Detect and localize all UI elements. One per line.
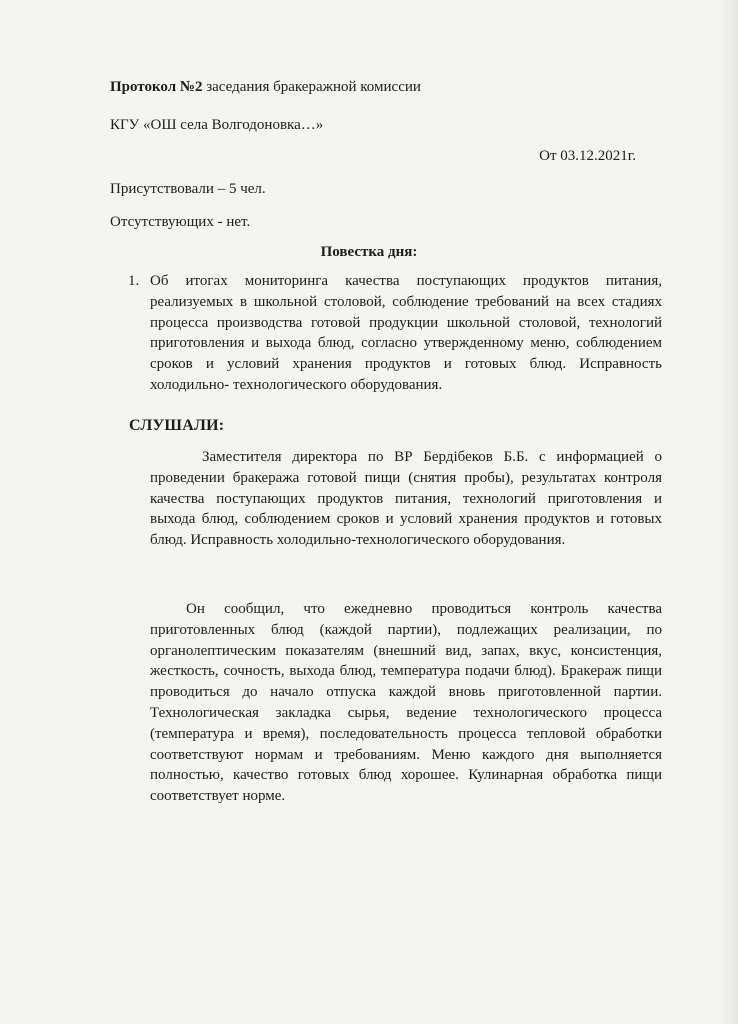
paper-edge <box>720 0 738 1024</box>
heard-paragraph-2: Он сообщил, что ежедневно проводиться контроль качества приготовленных блюд (каждой партии), подлежащих реализации, по органолептическим показателям (внешний вид, запах, вкус, консистенция, жесткость, сочность, выхода блюд, температура подачи блюд). Бракераж пищи проводиться до начало отпуска каждой вновь приготовленной партии. Технологическая закладка сырья, ведение технологического процесса (температура и время), последовательность процесса тепловой обработки соответствуют нормам и требованиям. Меню каждого дня выполняется полностью, качество готовых блюд хорошее. Кулинарная обработка пищи соответствует норме. <box>150 601 662 805</box>
present-count: Присутствовали – 5 чел. <box>110 181 266 197</box>
protocol-heading <box>110 77 421 97</box>
organization-name: КГУ «ОШ села Волгодоновка…» <box>110 117 324 133</box>
protocol-label: Протокол №2 <box>110 79 203 95</box>
absent-count: Отсутствующих - нет. <box>110 214 251 230</box>
agenda-item-text: Об итогах мониторинга качества поступающих продуктов питания, реализуемых в школьной столовой, соблюдение требований на всех стадиях процесса производства готовой продукции школьной столовой, технологий приготовления и выхода блюд, согласно утвержденному меню, соблюдением сроков и условий хранения продуктов и готовых блюд. Исправность холодильно- технологического оборудования. <box>150 273 662 393</box>
agenda-title: Повестка дня: <box>320 244 418 260</box>
protocol-subtitle: заседания бракеражной комиссии <box>202 79 421 95</box>
heard-paragraph-1: Заместителя директора по ВР Бердібеков Б.Б. с информацией о проведении бракеража готовой пищи (снятия пробы), результатах контроля качества поступающих продуктов питания, технологий приготовления и выхода блюд, соблюдением сроков и условий хранения продуктов и готовых блюд. Исправность холодильно-технологического оборудования. <box>150 449 662 549</box>
document-date: От 03.12.2021г. <box>539 148 636 164</box>
heard-title: СЛУШАЛИ: <box>129 417 225 434</box>
agenda-item-number: 1. <box>128 273 140 289</box>
